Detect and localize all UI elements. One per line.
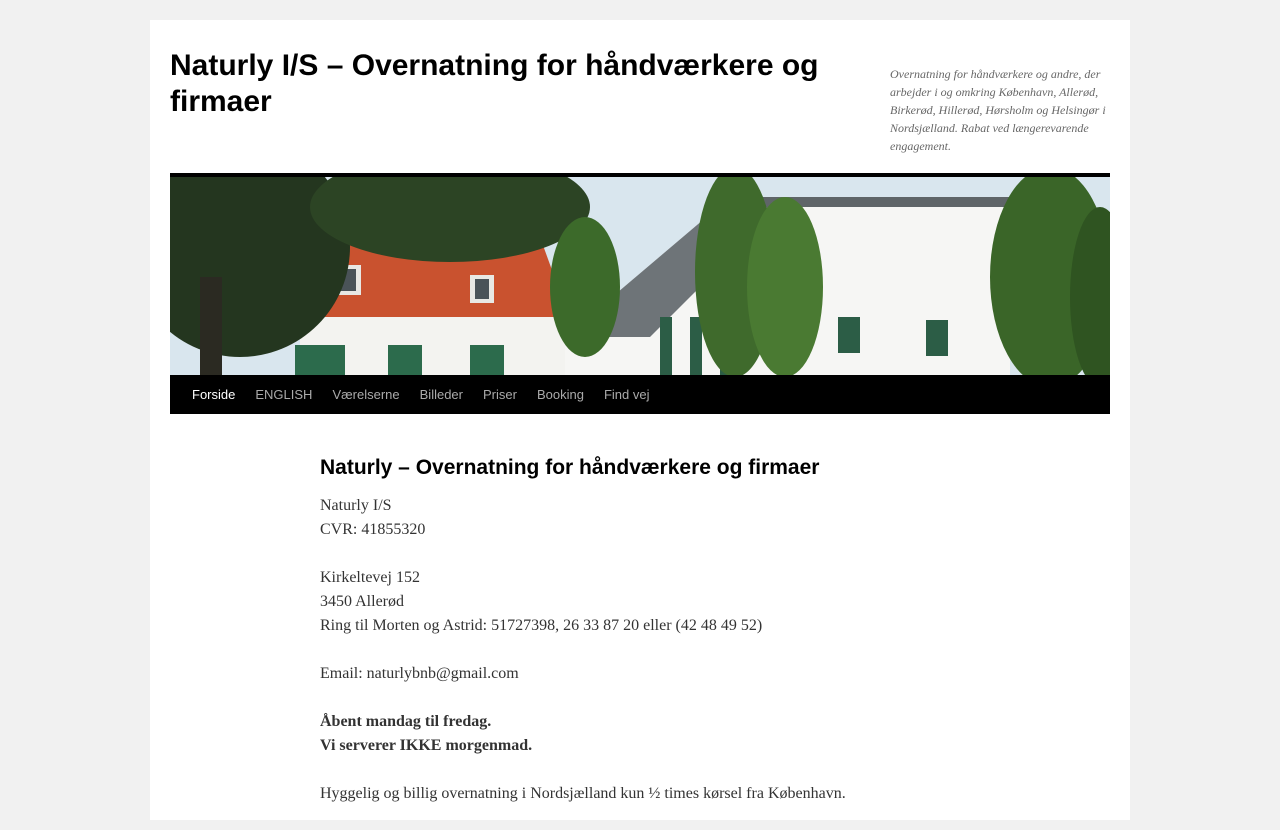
- nav-link-booking[interactable]: Booking: [536, 387, 584, 402]
- nav-link-billeder[interactable]: Billeder: [419, 387, 463, 402]
- nav-item-priser: [473, 375, 527, 414]
- page-wrapper: [150, 20, 1130, 820]
- breakfast-notice: Vi serverer IKKE morgenmad.: [320, 737, 533, 754]
- nav-item-english: [245, 375, 322, 414]
- nav-item-find-vej: [594, 375, 660, 414]
- opening-days: Åbent mandag til fredag.: [320, 713, 492, 730]
- nav-link-vaerelserne[interactable]: Værelserne: [332, 387, 400, 402]
- notice-block: [320, 710, 940, 758]
- address-block: [320, 566, 940, 638]
- nav-item-vaerelserne: [322, 375, 409, 414]
- header-image: [170, 177, 1110, 375]
- nav-item-forside: [182, 375, 245, 414]
- header-photo-illustration: [170, 177, 1110, 375]
- nav-link-forside[interactable]: Forside: [192, 387, 236, 402]
- entry-title: Naturly – Overnatning for håndværkere og firmaer: [320, 456, 820, 479]
- email-line: Email: naturlybnb@gmail.com: [320, 665, 519, 682]
- main-navigation: [170, 375, 1110, 414]
- company-info: [320, 494, 940, 542]
- address-city: 3450 Allerød: [320, 593, 404, 610]
- main-content: [320, 453, 940, 830]
- nav-item-billeder: [410, 375, 473, 414]
- intro-text: Hyggelig og billig overnatning i Nordsjælland kun ½ times kørsel fra København.: [320, 785, 846, 802]
- company-name: Naturly I/S: [320, 497, 392, 514]
- site-description: Overnatning for håndværkere og andre, der arbejder i og omkring København, Allerød, Birkerød, Hillerød, Hørsholm og Helsingør i Nordsjælland. Rabat ved længerevarende engagement.: [890, 67, 1106, 153]
- nav-item-booking: [527, 375, 594, 414]
- email-block: [320, 662, 940, 686]
- nav-link-priser[interactable]: Priser: [483, 387, 517, 402]
- phone-line: Ring til Morten og Astrid: 51727398, 26 33 87 20 eller (42 48 49 52): [320, 617, 763, 634]
- nav-link-english[interactable]: ENGLISH: [255, 387, 313, 402]
- site-title[interactable]: Naturly I/S – Overnatning for håndværkere og firmaer: [170, 49, 819, 118]
- company-cvr: CVR: 41855320: [320, 521, 426, 538]
- address-street: Kirkeltevej 152: [320, 569, 420, 586]
- nav-link-find-vej[interactable]: Find vej: [603, 387, 650, 402]
- intro-paragraph: [320, 782, 940, 806]
